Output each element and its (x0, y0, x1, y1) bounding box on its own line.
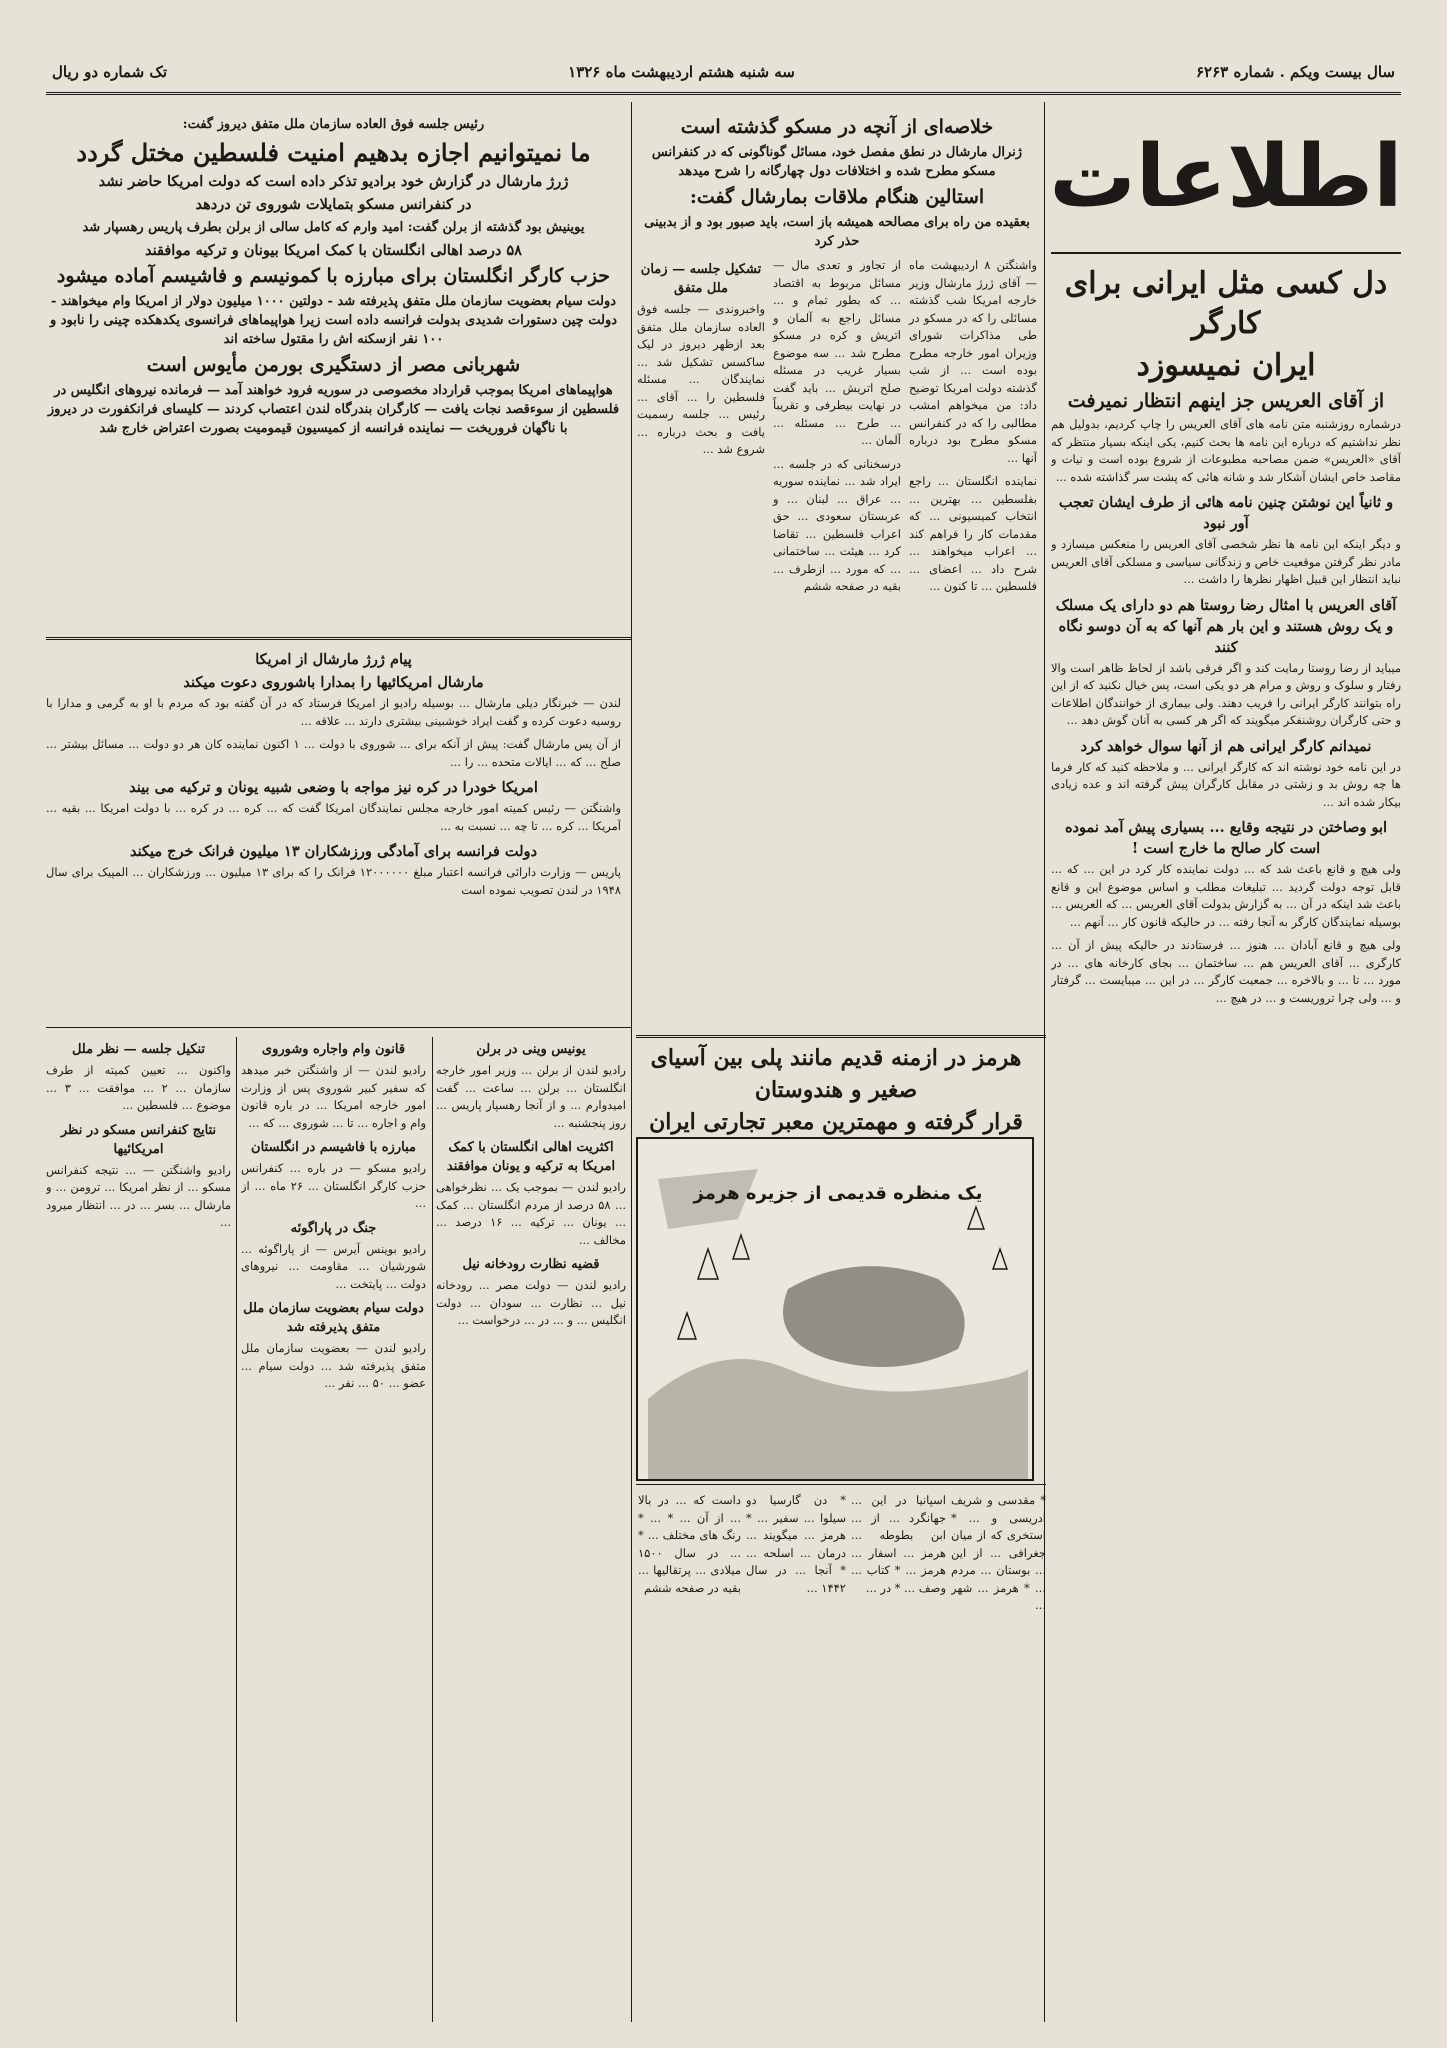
news-head-1: رئیس جلسه فوق العاده سازمان ملل متفق دیروز گفت: (182, 117, 485, 132)
hormuz-map-illustration (638, 1139, 1032, 1479)
news-body-13: از آن پس مارشال گفت: پیش از آنکه برای ... شوروی با دولت ... ۱ اکنون نماینده کان هر دو دولت ... مسائل بیشتر ... صلح ... که ... ایالات متحده ... را ... (46, 737, 621, 769)
mid-head-3: قضیه نظارت رودخانه نیل (462, 1257, 600, 1272)
news-head-3: ژرژ مارشال در گزارش خود برادیو تذکر داده است که دولت امریکا حاضر نشد (98, 173, 569, 190)
lead-headline-2: ایران نمیسوزد (1136, 348, 1316, 383)
news-head-19: دولت سیام بعضویت سازمان ملل متفق پذیرفته شد (243, 1301, 424, 1335)
news-head-12: مارشال امریکائیها را بمدارا باشوروی دعوت میکند (183, 674, 484, 691)
center-head-1: تنکیل جلسه — نظر ملل (71, 1042, 206, 1057)
lead-subhead-2: آقای العریس با امثال رضا روستا هم دو دارای یک مسلک و یک روش هستند و این بار هم آنها که به آن دوسو نگاه کنند (1055, 596, 1397, 656)
news-body-18: رادیو بوینس آیرس — از پاراگوئه ... شورشیان ... مقاومت ... نیروهای دولت ... پایتخت ... (241, 1241, 426, 1291)
newspaper-title: اطلاعات (1049, 127, 1403, 227)
news-body-14: واشنگتن — رئیس کمیته امور خارجه مجلس نمایندگان امریکا گفت که ... کره ... در کره ... با دولت امریکا ... بقیه ... آمریکا ... کره ... تا چه ... نسبت به ... (46, 801, 621, 833)
marshall-head-3: تشکیل جلسه — زمان ملل متفق (640, 262, 762, 296)
marshall-sub-1: ژنرال مارشال در نطق مفصل خود، مسائل گوناگونی که در کنفرانس مسکو مطرح شده و اختلافات دول چهارگانه را شرح میدهد (651, 145, 1023, 179)
world-news-top (46, 112, 621, 632)
marshall-body-right: واشنگتن ۸ اردیبهشت ماه — آقای ژرژ مارشال وزیر خارجه امریکا شب گذشته مسائلی را که در مسکو در طی مذاکرات شورای وزیران امور خارجه مطرح بوده است ... از شب گذشته دولت امریکا توضیح داد: من میخواهم امشب مطالبی را که در کنفرانس مسکو مطرح بود درباره آنها ... (909, 258, 1037, 465)
map-caption: یک منظره قدیمی از جزیره هرمز (693, 1183, 983, 1204)
mid-head-2: اکثریت اهالی انگلستان با کمک امریکا به ترکیه و یونان موافقند (446, 1140, 616, 1174)
news-body-19: رادیو لندن — بعضویت سازمان ملل متفق پذیرفته شد ... دولت سیام ... عضو ... ۵۰ ... نفر ... (241, 1341, 426, 1390)
lead-body-3: میباید از رضا روستا رمایت کند و اگر فرقی باشد از لحاظ ظاهر است والا رفتار و سلوک و روش و مرام هر دو یکی است، پس خیال نکنید که از این راه بتوانند کارگر ایرانی را فریب دهند. ولی بیماری از خوانندگان اطلاعات و حتی کارگران روشنفکر میگویند که اگر هر کسی به آنان گوش دهد ... (1051, 660, 1401, 727)
hormuz-title-2: قرار گرفته و مهمترین معبر تجارتی ایران (649, 1109, 1023, 1135)
issue-line: سال بیست ویکم . شماره ۶۲۶۳ (1195, 63, 1395, 81)
news-head-15: دولت فرانسه برای آمادگی ورزشکاران ۱۳ میلیون فرانک خرج میکند (129, 843, 538, 860)
news-col-lower-a (436, 1037, 626, 2022)
center-body-1: واکنون ... تعیین کمیته از طرف سازمان ... ۲ ... موافقت ... ۳ ... موضوع ... فلسطین ... (46, 1063, 231, 1112)
hormuz-col-1 (951, 1492, 1046, 2022)
newspaper-page (46, 52, 1401, 2022)
header-strip (46, 52, 1401, 95)
lead-subhead-3: نمیدانم کارگر ایرانی هم از آنها سوال خواهد کرد (1080, 737, 1372, 755)
mid-body-3: رادیو لندن — دولت مصر ... رودخانه نیل ... نظارت ... سودان ... دولت انگلیس ... و ... در ... درخواست ... (436, 1278, 626, 1327)
news-head-14: امریکا خودرا در کره نیز مواجه با وضعی شبیه یونان و ترکیه می بیند (129, 779, 538, 796)
news-head-16: قانون وام واجاره وشوروی (261, 1042, 406, 1057)
hormuz-title-1: هرمز در ازمنه قدیم مانند پلی بین آسیای صغیر و هندوستان (650, 1045, 1022, 1103)
news-body-15: پاریس — وزارت دارائی فرانسه اعتبار مبلغ ۱۲۰۰۰۰۰۰ فرانک را که برای ۱۳ میلیون ... ورزشکاران ... المپیک برای سال ۱۹۴۸ در لندن تصویب نموده است (46, 865, 621, 897)
hormuz-col-4 (638, 1492, 741, 2022)
news-head-2: ما نمیتوانیم اجازه بدهیم امنیت فلسطین مختل گردد (76, 138, 591, 167)
marshall-head-2: استالین هنگام ملاقات بمارشال گفت: (689, 186, 985, 208)
news-head-18: جنگ در پاراگوئه (290, 1220, 377, 1236)
marshall-body-lower: نماینده انگلستان ... راجع بفلسطین ... بهترین ... انتخاب کمیسیونی ... که مقدمات کار را فراهم کند ... اعراب میخواهند ... شرح داد ... اعضای ... فلسطین ... تا کنون ... (909, 474, 1037, 593)
center-body-2: رادیو واشنگتن — ... نتیجه کنفرانس مسکو ... از نظر امریکا ... ترومن ... و مارشال ... بسر ... در ... انتظار میرود ... (46, 1162, 231, 1229)
news-head-5: یوینیش بود گذشته از برلن گفت: امید وارم که کامل سالی از برلن بطرف پاریس رهسپار شد (82, 220, 585, 235)
center-head-2: نتایج کنفرانس مسکو در نظر امریکائیها (60, 1122, 217, 1157)
news-head-17: مبارزه با فاشیسم در انگلستان (251, 1140, 416, 1155)
hormuz-banner (636, 1042, 1036, 1134)
lead-body-4: در این نامه خود نوشته اند که کارگر ایرانی ... و ملاحظه کنید که کار فرما ها چه روش بد و زشتی در مقابل کارگران پیش گرفته اند و عده زیادی بیکار شده اند ... (1051, 759, 1401, 809)
hormuz-col-2 (851, 1492, 946, 2022)
mid-body-2: رادیو لندن — بموجب یک ... نظرخواهی ... ۵۸ درصد از مردم انگلستان ... کمک ... یونان ... ترکیه ... ۱۶ درصد ... مخالف ... (436, 1180, 626, 1247)
mid-head-1: یونیس وینی در برلن (476, 1042, 586, 1057)
marshall-column (637, 112, 1037, 1032)
hormuz-col-3 (746, 1492, 846, 2022)
lead-body-1: درشماره روزشنبه متن نامه های آقای العریس را چاپ کردیم، بدولیل هم نظر نداشتیم که درباره این نامه ها بحث کنیم، یکی اینکه بسیار منتظر که آقای «العریس» ضمن مصاحبه مطبوعات از شروع بوده است و نیات و مقاصد خاص ایشان آشکار شد و شانه هائی که پشت سر گذاشته شده ... (1051, 417, 1401, 484)
lead-subhead-4: ابو وصاختن در نتیجه وقایع ... بسیاری پیش آمد نموده است کار صالح ما خارج است ! (1064, 819, 1388, 857)
news-head-6: ۵۸ درصد اهالی انگلستان با کمک امریکا بیونان و ترکیه موافقند (145, 242, 522, 259)
news-sub-8: دولت سیام بعضویت سازمان ملل متفق پذیرفته شد - دولتین ۱۰۰۰ میلیون دولار از امریکا وام میخواهند - دولت چین دستورات شدیدی بدولت فرانسه داده است زیرا هواپیماهای فرانسوی یکدهکده چینی را نابود و ۱۰۰ نفر ازسکنه اش را مقتول ساخته اند (49, 294, 618, 347)
lead-subhead: از آقای العریس جز اینهم انتظار نمیرفت (1067, 390, 1385, 412)
marshall-headline: خلاصه‌ای از آنچه در مسکو گذشته است (680, 116, 994, 138)
news-sub-10: هواپیماهای امریکا بموجب قرارداد مخصوصی در سوریه فرود خواهند آمد — فرمانده نیروهای انگلیس در فلسطین از سوءقصد نجات یافت — کارگران بندرگاه لندن اعتصاب کردند — کلیسای فرانکفورت در دیروز با ناگهان فروریخت — نماینده فرانسه از کمیسیون قیمومیت بصورت اعتراض خارج شد (47, 383, 620, 436)
lead-body-6: ولی هیچ و قانع آبادان ... هنوز ... فرستادند در حالیکه پیش از آن ... کارگری ... آقای العریس هم ... ساختمان ... بجای کارخانه های ... در مورد ... تا ... و بالاخره ... جمعیت کارگر ... در این ... میبایست ... گرفتار و ... ولی چرا تروریست و ... در هیچ ... (1051, 938, 1401, 1005)
news-col-lower-b (241, 1037, 426, 2022)
hormuz-col-1-text: * مقدسی و شریف ادریسی و ... * استخری که از میان جغرافی ... از این ... بوستان ... مردم ... * هرمز ... شهر ... (951, 1493, 1046, 1612)
lead-headline-1: دل کسی مثل ایرانی برای کارگر (1064, 266, 1388, 341)
mid-body-1: رادیو لندن از برلن ... وزیر امور خارجه انگلستان ... برلن ... ساعت ... گفت امیدوارم ... و از آنجا رهسپار پاریس ... روز پنجشنبه ... (436, 1063, 626, 1130)
lead-body-2: و دیگر اینکه این نامه ها نظر شخصی آقای العریس را منعکس میسازد و مادر نظر گرفتن موقعیت خاص و زندگانی سیاسی و مسلکی آقای العریس نباید انتظار این قبیل اظهار نظرها را داشت ... (1051, 537, 1401, 586)
marshall-body-mid: از تجاوز و تعدی مال — مسائل مربوط به اقتصاد ... که بطور تمام و ... مسائل راجع به آلمان و اتریش و کره در مسکو مطرح شد ... سه موضوع بسیار غریب در مسئله صلح اتریش ... باید گفت در نهایت بیطرفی و تقریباً ... طرح ... مسئله ... آلمان ... (773, 258, 901, 447)
hormuz-col-4-text: داست که ... در بالا ... از آن ... * ... * رنگ های مختلف ... * ... در سال ۱۵۰۰ میلادی ... پرتقالیها ... بقیه در صفحه ششم (638, 1493, 741, 1595)
marshall-body-tail: درسخنانی که در جلسه ... ایراد شد ... نماینده سوریه ... عراق ... لبنان ... و عربستان سعودی ... حق اعراب فلسطین ... تقاضا کرد ... هیئت ... ساختمانی ... که مورد ... ازطرف ... بقیه در صفحه ششم (773, 456, 901, 593)
marshall-sub-2: بعقیده من راه برای مصالحه همیشه باز است، باید صبور بود و از بدبینی حذر کرد (644, 215, 1030, 249)
hormuz-col-2-text: اسپانیا در این ... جهانگرد ... از ... ابن بطوطه ... هرمز ... اسفار ... هرمز ... * کتاب ... وصف ... * در ... (851, 1493, 946, 1595)
lead-story (1051, 262, 1401, 2022)
lead-highlight: و ثانیاً این نوشتن چنین نامه هائی از طرف ایشان تعجب آور نبود (1058, 494, 1394, 532)
news-head-11: پیام ژرژ مارشال از امریکا (255, 651, 412, 668)
news-body-17: رادیو مسکو — در باره ... کنفرانس حزب کارگر انگلستان ... ۲۶ ماه ... از ... (241, 1161, 426, 1210)
world-news-mid (46, 647, 621, 1017)
marshall-body-left: واخبروندی — جلسه فوق العاده سازمان ملل متفق بعد ازظهر دیروز در لیک ساکسس تشکیل شد ... نمایندگان ... مسئله فلسطین را ... آقای ... رئیس ... جلسه رسمیت یافت و بحث درباره ... شروع شد ... (637, 302, 765, 456)
news-head-4: در کنفرانس مسکو بتمایلات شوروی تن دردهد (195, 196, 472, 213)
date-line: سه شنبه هشتم اردیبهشت ماه ۱۳۲۶ (568, 63, 795, 81)
masthead (1051, 102, 1401, 254)
news-head-7: حزب کارگر انگلستان برای مبارزه با کمونیسم و فاشیسم آماده میشود (56, 265, 611, 287)
hormuz-engraving (636, 1137, 1034, 1481)
news-col-lower-c (46, 1037, 231, 2022)
hormuz-col-3-text: * دن گارسیا دو سیلوا ... سفیر ... * هرمز ... میگویند ... درمان ... اسلحه ... * آنجا ... در سال ۱۴۴۲ ... (746, 1493, 846, 1595)
news-head-9: شهربانی مصر از دستگیری بورمن مأیوس است (146, 354, 521, 376)
news-body-16: رادیو لندن — از واشنگتن خبر میدهد که سفیر کبیر شوروی پس از وزارت امور خارجه امریکا ... در باره قانون وام و اجاره ... تا ... شوروی ... که ... (241, 1063, 426, 1130)
price-line: تک شماره دو ریال (52, 63, 167, 81)
news-body-12: لندن — خبرنگار دیلی مارشال ... بوسیله رادیو از امریکا فرستاد که در آن گفته بود که مردم با او به گرمی و مدارا با روسیه دعوت کرده و گفت ایراد خوشبینی بیشتری دارند ... علاقه ... (46, 696, 621, 728)
lead-body-5: ولی هیچ و قانع باعث شد که ... دولت نماینده کار کرد در این ... که ... قابل توجه دولت گردید ... تبلیغات مطلب و اساس موضوع این و قانع باعث شد اینکه در آن ... به گزارش بدولت آقای العریس ... که العریس ... بوسیله نمایندگان کارگر به آنجا رفته ... در حالیکه قانون کار ... آنهم ... (1051, 862, 1401, 929)
